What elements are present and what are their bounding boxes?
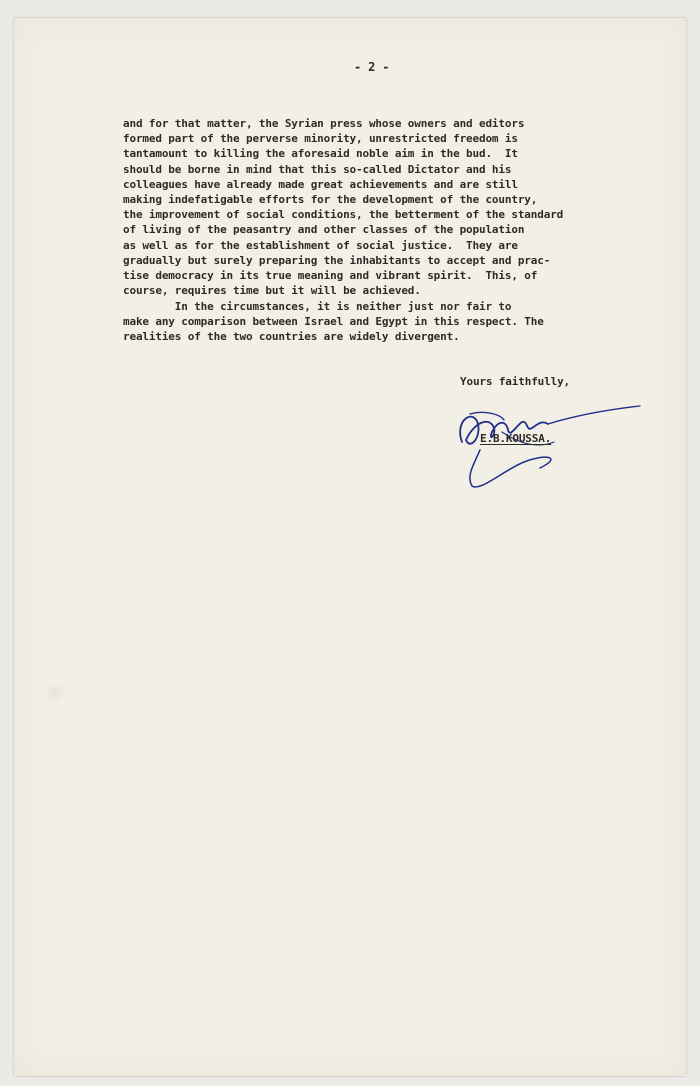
text-line: course, requires time but it will be achieved. xyxy=(123,284,421,298)
text-line: make any comparison between Israel and Egypt in this respect. The xyxy=(123,315,544,329)
body-paragraph-2 xyxy=(123,299,544,345)
text-line: formed part of the perverse minority, unrestricted freedom is xyxy=(123,132,518,146)
letter-page xyxy=(14,18,686,1076)
body-paragraph-1 xyxy=(123,116,563,298)
text-line: as well as for the establishment of social justice. They are xyxy=(123,238,518,252)
signatory-name: E.B.KOUSSA. xyxy=(480,432,552,445)
text-line: realities of the two countries are widely divergent. xyxy=(123,330,460,344)
text-line: tise democracy in its true meaning and vibrant spirit. This, of xyxy=(123,268,538,282)
text-line: and for that matter, the Syrian press whose owners and editors xyxy=(123,117,525,130)
text-line: should be borne in mind that this so-called Dictator and his xyxy=(123,162,512,176)
text-line: of living of the peasantry and other classes of the population xyxy=(123,223,525,237)
text-line: making indefatigable efforts for the development of the country, xyxy=(123,192,538,206)
text-line: colleagues have already made great achievements and are still xyxy=(123,177,518,191)
paper-stain xyxy=(44,682,66,704)
text-line: tantamount to killing the aforesaid noble aim in the bud. It xyxy=(123,147,518,161)
page-number: - 2 - xyxy=(354,60,390,74)
text-line: the improvement of social conditions, the betterment of the standard xyxy=(123,208,564,222)
closing-salutation: Yours faithfully, xyxy=(460,375,571,388)
text-line: gradually but surely preparing the inhabitants to accept and prac- xyxy=(123,253,551,267)
text-line: In the circumstances, it is neither just nor fair to xyxy=(123,300,512,313)
